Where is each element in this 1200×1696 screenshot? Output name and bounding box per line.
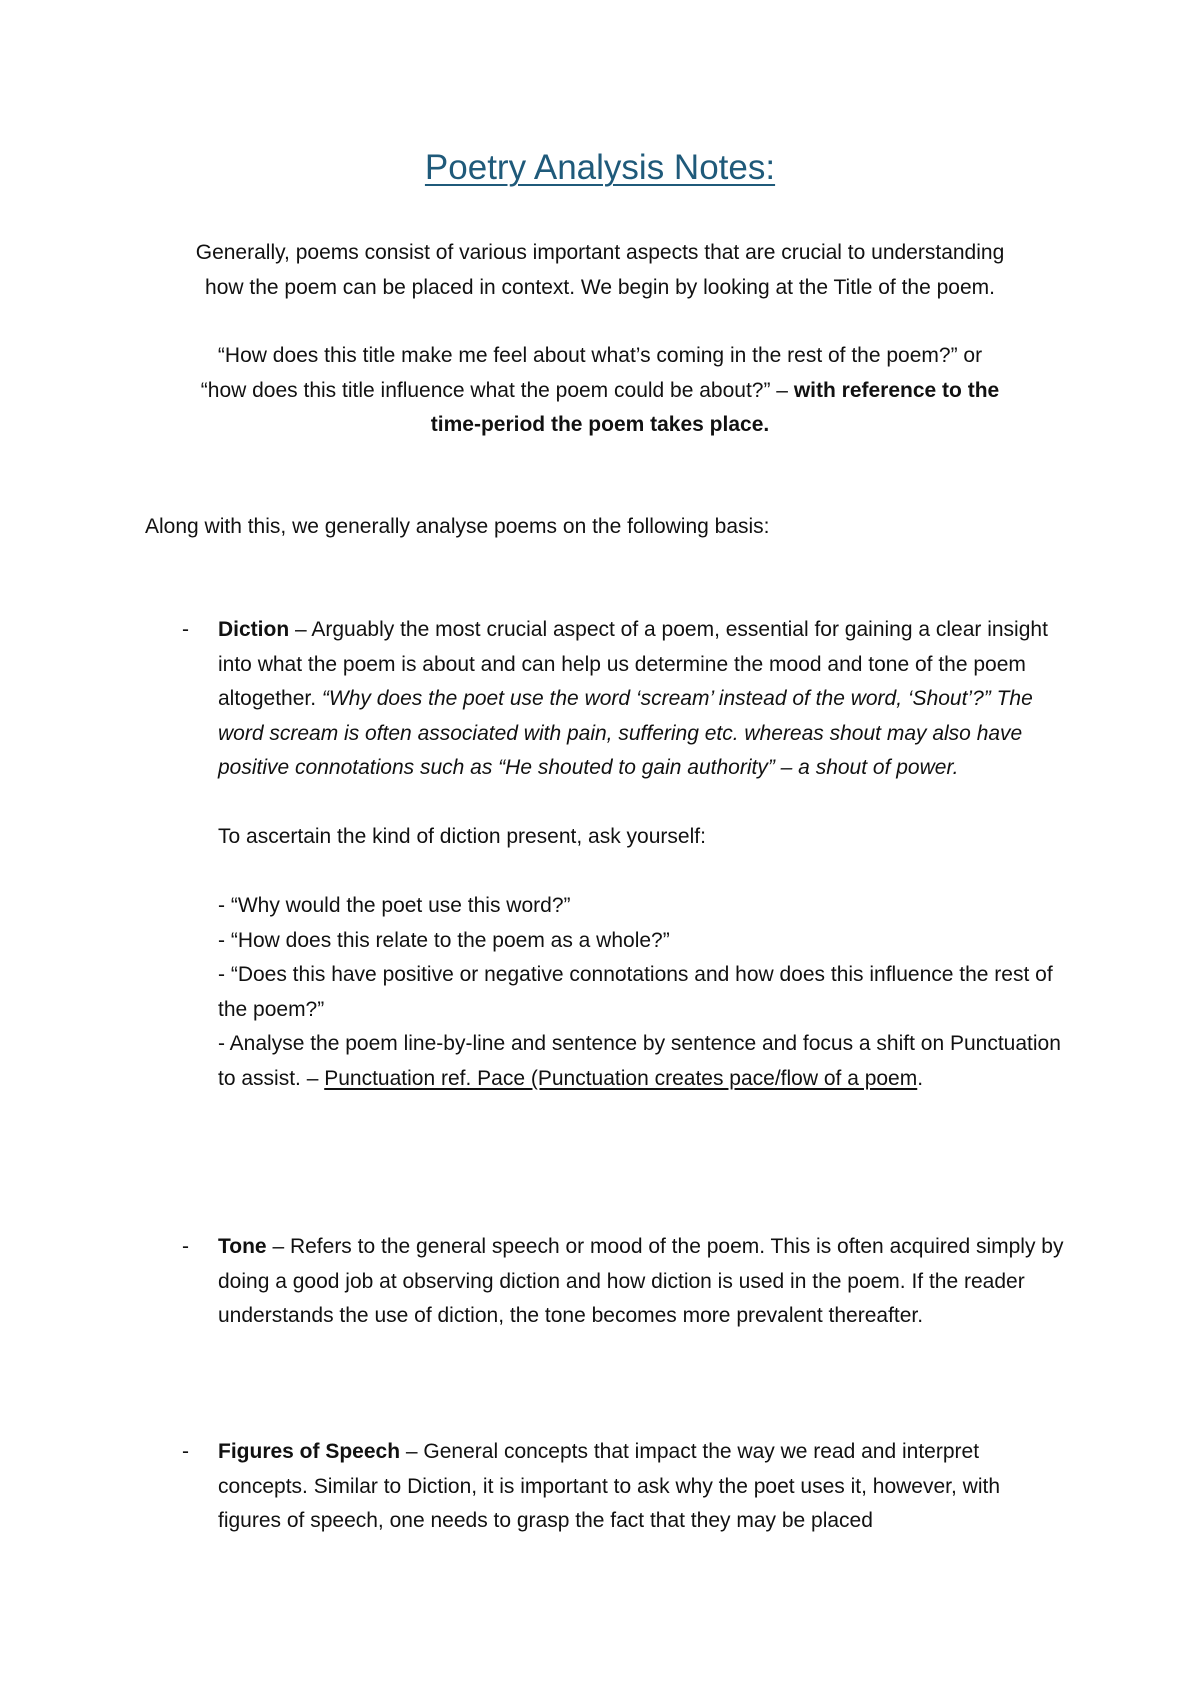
bullet-marker-diction: - (182, 618, 189, 641)
tone-description: – Refers to the general speech or mood of the poem. This is often acquired simply by doing a good job at observing diction and how diction is used in the poem. If the reader understands the use of diction, the tone becomes more prevalent thereafter. (218, 1235, 1064, 1327)
diction-q4-end: . (917, 1066, 924, 1090)
diction-example: “Why does the poet use the word ‘scream’ instead of the word, ‘Shout’?” The word scream is often associated with pain, suffering etc. whereas shout may also have positive connotations such as “He shouted to gain authority” – a shout of power. (218, 687, 1033, 779)
title-question-line-3 (140, 408, 1060, 443)
title-question-line-2 (140, 374, 1060, 409)
title-question-line-2-text: “how does this title influence what the poem could be about?” – (200, 378, 794, 402)
page-title: Poetry Analysis Notes: (424, 148, 776, 187)
diction-ascertain: To ascertain the kind of diction present, ask yourself: (218, 825, 706, 848)
diction-question-3: - “Does this have positive or negative connotations and how does this influence the rest of the poem?” (218, 963, 1053, 1021)
basis-line: Along with this, we generally analyse poems on the following basis: (145, 515, 770, 538)
intro-line-2: how the poem can be placed in context. We begin by looking at the Title of the poem. (205, 275, 995, 299)
title-question-line-1: “How does this title make me feel about what’s coming in the rest of the poem?” or (217, 344, 983, 367)
title-question-emphasis: with reference to the (793, 378, 1000, 402)
figures-description: – General concepts that impact the way we read and interpret concepts. Similar to Diction, it is important to ask why the poet uses it, however, with figures of speech, one needs to grasp the fact that they may be placed (218, 1440, 1001, 1532)
tone-paragraph (218, 1230, 1068, 1334)
title-questions-paragraph (140, 339, 1060, 443)
diction-q4-text: - Analyse the poem line-by-line and sentence by sentence and focus a shift on Punctuation to assist. – (218, 1032, 1061, 1090)
diction-term: Diction (218, 618, 290, 641)
diction-question-1: - “Why would the poet use this word?” (218, 894, 571, 917)
diction-description: – Arguably the most crucial aspect of a poem, essential for gaining a clear insight into what the poem is about and can help us determine the mood and tone of the poem altogether. (218, 618, 1048, 710)
punctuation-note: Punctuation ref. Pace (Punctuation creates pace/flow of a poem (324, 1066, 918, 1090)
figures-section (218, 1435, 1068, 1539)
figures-paragraph (218, 1435, 1068, 1539)
tone-term: Tone (218, 1235, 267, 1258)
diction-paragraph (218, 613, 1068, 786)
figures-term: Figures of Speech (218, 1440, 401, 1463)
diction-question-4 (218, 1027, 1068, 1096)
tone-section (218, 1230, 1068, 1334)
title-question-emphasis-end: time-period the poem takes place. (430, 413, 770, 436)
bullet-marker-tone: - (182, 1235, 189, 1258)
bullet-marker-figures: - (182, 1440, 189, 1463)
diction-section (218, 613, 1068, 1096)
diction-question-2: - “How does this relate to the poem as a whole?” (218, 928, 670, 952)
intro-paragraph (140, 236, 1060, 305)
intro-line-1: Generally, poems consist of various important aspects that are crucial to understanding (195, 241, 1005, 264)
